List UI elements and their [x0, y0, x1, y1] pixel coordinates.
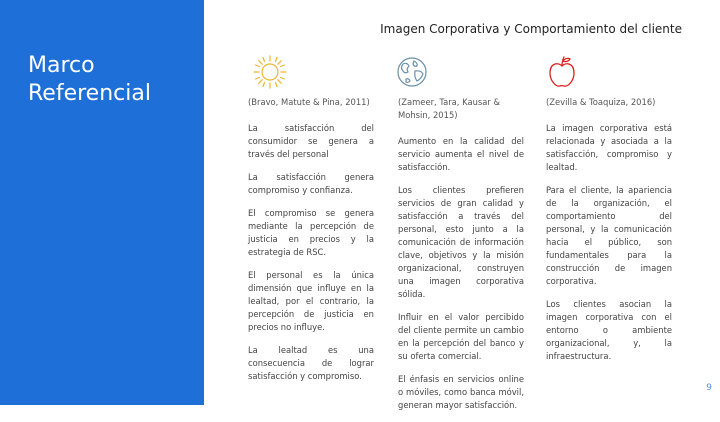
citation: (Zameer, Tara, Kausar & Mohsin, 2015): [398, 97, 501, 120]
reference-column-2: [398, 96, 524, 422]
apple-icon: [544, 54, 580, 90]
sidebar-panel: [0, 0, 204, 405]
paragraph: La lealtad es una consecuencia de lograr satisfacción y compromiso.: [248, 345, 374, 381]
paragraph: El compromiso se genera mediante la percepción de justicia en precios y la estrategia de RSC.: [248, 208, 374, 257]
paragraph: Los clientes asocian la imagen corporativa con el entorno o ambiente organizacional, y, la infraestructura.: [546, 299, 672, 361]
paragraph: Para el cliente, la apariencia de la organización, el comportamiento del personal, y la comunicación hacia el público, son fundamentales para la construcción de imagen corporativa.: [546, 185, 672, 286]
sidebar-title: Marco Referencial: [28, 53, 151, 106]
paragraph: Los clientes prefieren servicios de gran calidad y satisfacción a través del personal, esto junto a la comunicación de información clave, objetivos y la misión organizacional, construyen una imagen corporativa sólida.: [398, 185, 524, 299]
reference-column-3: [546, 96, 672, 373]
page-title: Imagen Corporativa y Comportamiento del cliente: [380, 22, 682, 36]
paragraph: La satisfacción del consumidor se genera a través del personal: [248, 123, 374, 159]
page-number: 9: [706, 383, 712, 393]
paragraph: El énfasis en servicios online o móviles, como banca móvil, generan mayor satisfacción.: [398, 374, 524, 410]
globe-icon: [394, 54, 430, 90]
citation: (Zevilla & Toaquiza, 2016): [546, 97, 656, 107]
sun-icon: [252, 54, 288, 90]
paragraph: El personal es la única dimensión que influye en la lealtad, por el contrario, la percepción de justicia en precios no influye.: [248, 270, 374, 332]
paragraph: La satisfacción genera compromiso y confianza.: [248, 172, 374, 195]
paragraph: Aumento en la calidad del servicio aumenta el nivel de satisfacción.: [398, 136, 524, 172]
paragraph: La imagen corporativa está relacionada y asociada a la satisfacción, compromiso y lealtad.: [546, 123, 672, 172]
reference-column-1: [248, 96, 374, 393]
paragraph: Influir en el valor percibido del cliente permite un cambio en la percepción del banco y su oferta comercial.: [398, 312, 524, 361]
citation: (Bravo, Matute & Pina, 2011): [248, 97, 370, 107]
